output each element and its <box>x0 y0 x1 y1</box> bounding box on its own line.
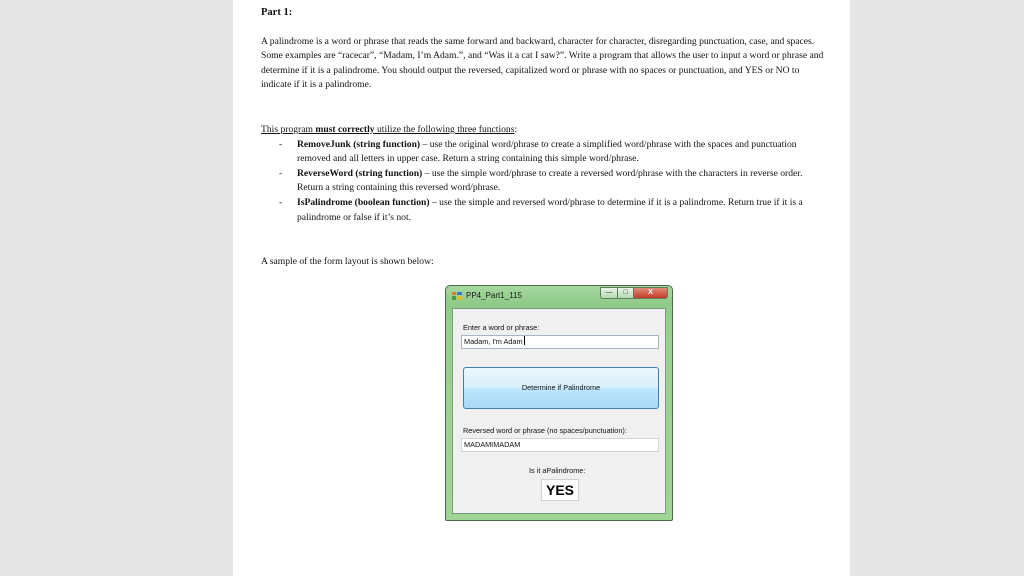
text-caret <box>524 336 525 345</box>
functions-intro <box>261 123 826 138</box>
bullet-dash: - <box>279 167 283 179</box>
determine-palindrome-button[interactable]: Determine if Palindrome <box>463 367 659 409</box>
functions-intro-prefix: This program <box>261 123 316 135</box>
palindrome-result: YES <box>541 479 579 501</box>
intro-paragraph: A palindrome is a word or phrase that reads the same forward and backward, character for character, disregarding punctuation, case, and spaces. Some examples are “racecar”, “Madam, I’m Adam.”, and “Was it a cat I saw?”. Write a program that allows the user to input a word or phrase and determine if it is a palindrome. You should output the reversed, capitalized word or phrase with no spaces or punctuation, and YES or NO to indicate if it is a palindrome. <box>261 35 824 91</box>
palindrome-label: Is it aPalindrome: <box>529 466 586 475</box>
functions-intro-colon: : <box>514 123 518 135</box>
list-item <box>279 167 826 196</box>
document-body <box>261 6 826 270</box>
window-controls <box>600 287 668 301</box>
bullet-dash: - <box>279 138 283 150</box>
phrase-input[interactable] <box>461 335 659 349</box>
function-desc-ispalindrome: – use the simple and reversed word/phrase to determine if it is a palindrome. Return true if it is a palindrome or false if it’s not. <box>297 196 803 223</box>
bullet-dash: - <box>279 196 283 208</box>
function-name-ispalindrome: IsPalindrome (boolean function) <box>297 196 430 208</box>
part-title: Part 1: <box>261 7 293 18</box>
function-name-reverseword: ReverseWord (string function) <box>297 167 423 179</box>
input-label: Enter a word or phrase: <box>463 323 540 332</box>
reversed-label: Reversed word or phrase (no spaces/punctuation): <box>463 426 627 435</box>
function-name-removejunk: RemoveJunk (string function) <box>297 138 421 150</box>
window-title: PP4_Part1_115 <box>466 291 522 300</box>
functions-intro-suffix: utilize the following three functions <box>374 123 515 135</box>
form-client-area <box>452 308 666 514</box>
function-desc-removejunk: – use the original word/phrase to create a simplified word/phrase with the spaces and punctuation removed and all letters in upper case. Return a string containing this simple word/phrase. <box>297 138 797 165</box>
list-item <box>279 196 826 225</box>
form-window <box>445 285 673 521</box>
list-item <box>279 138 826 167</box>
phrase-input-value: Madam, I'm Adam <box>464 337 523 346</box>
functions-intro-bold: must correctly <box>315 123 375 135</box>
function-desc-reverseword: – use the simple word/phrase to create a reversed word/phrase with the characters in reverse order. Return a string containing this reversed word/phrase. <box>297 167 803 194</box>
functions-list <box>261 138 826 226</box>
close-button[interactable]: X <box>634 287 668 299</box>
sample-caption: A sample of the form layout is shown below: <box>261 256 434 268</box>
minimize-button[interactable]: — <box>600 287 618 299</box>
maximize-button[interactable]: □ <box>618 287 634 299</box>
reversed-output: MADAMIMADAM <box>461 438 659 452</box>
app-icon <box>452 292 462 300</box>
